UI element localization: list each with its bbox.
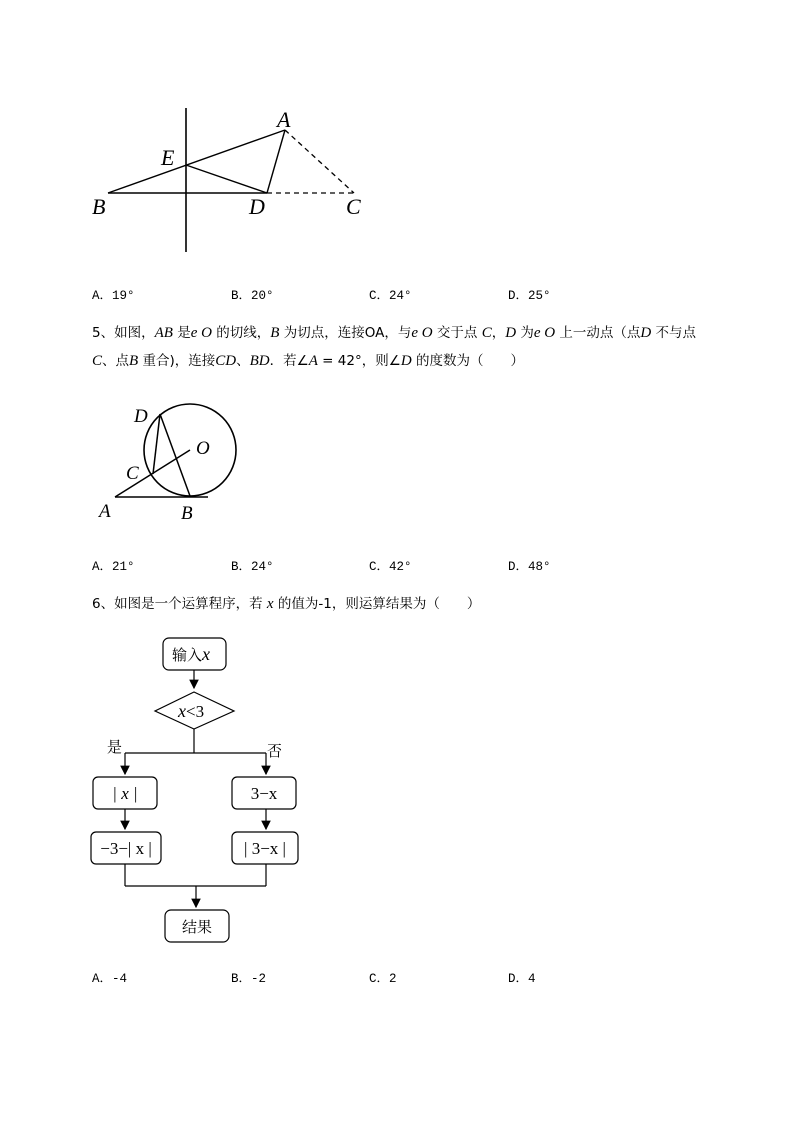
label-C: C <box>346 194 361 219</box>
label-E: E <box>161 145 175 170</box>
q5-circle-O: e O <box>533 325 556 341</box>
abs-3-minus-x-text: | 3−x | <box>244 839 286 858</box>
label-D: D <box>134 406 148 427</box>
q5-text-part: 是 <box>172 325 191 341</box>
segment-ED <box>186 165 267 193</box>
q6-text-part: 6、如图是一个运算程序，若 <box>92 596 267 612</box>
q5-var-B: B <box>270 325 280 341</box>
q5-text-part: = 42°，则∠ <box>317 353 401 369</box>
q5-circle-figure <box>90 395 250 525</box>
q5-text-part: 重合)，连接 <box>138 353 216 369</box>
q6-option-b[interactable]: B．-2 <box>231 972 267 986</box>
q6-question-text <box>92 590 742 618</box>
label-B: B <box>181 503 193 524</box>
input-text: 输入x <box>172 644 211 664</box>
q5-option-d[interactable]: D．48° <box>508 560 551 574</box>
q6-option-a[interactable]: A．-4 <box>92 972 128 986</box>
q5-question-text <box>92 319 742 375</box>
q5-circle-O: e O <box>411 325 433 341</box>
q5-text-part: 不与点 <box>651 325 697 341</box>
q4-geometry-figure <box>80 100 380 260</box>
q6-option-d[interactable]: D．4 <box>508 972 536 986</box>
q5-var-D: D <box>640 325 652 341</box>
label-O: O <box>196 438 210 459</box>
q4-option-c[interactable]: C．24° <box>369 289 412 303</box>
three-minus-x-text: 3−x <box>250 784 278 803</box>
q6-text-part: 的值为-1，则运算结果为（ ） <box>273 596 481 612</box>
q5-var-B: B <box>129 353 139 369</box>
q5-text-part: 、点 <box>102 353 130 369</box>
q4-option-d[interactable]: D．25° <box>508 289 551 303</box>
result-text: 结果 <box>181 918 213 936</box>
q5-text-part: 、 <box>236 353 250 369</box>
q5-text-part: 的度数为（ ） <box>411 353 524 369</box>
q5-option-c[interactable]: C．42° <box>369 560 412 574</box>
q5-text-part: 为 <box>516 325 534 341</box>
segment-AD <box>267 130 285 193</box>
label-A: A <box>277 107 291 132</box>
segment-DB <box>160 414 190 496</box>
q5-var-D: D <box>505 325 517 341</box>
q4-option-a[interactable]: A．19° <box>92 289 135 303</box>
q5-var-D: D <box>400 353 412 369</box>
q5-text-part: ．若∠ <box>269 353 309 369</box>
q5-var-C: C <box>92 353 103 369</box>
q6-var-x: x <box>266 596 274 612</box>
q5-text-part: ， <box>491 325 506 341</box>
q6-flowchart <box>85 630 315 950</box>
yes-label: 是 <box>107 738 123 756</box>
q5-text-part: 5、如图， <box>92 325 155 341</box>
q5-var-A: A <box>308 353 318 369</box>
q5-circle-O: e O <box>190 325 212 341</box>
abs-x-text: | x | <box>112 784 138 803</box>
no-label: 否 <box>267 742 283 760</box>
label-C: C <box>126 463 139 484</box>
q5-option-b[interactable]: B．24° <box>231 560 274 574</box>
q5-text-part: 交于点 <box>432 325 482 341</box>
q5-var-CD: CD <box>215 353 237 369</box>
segment-DC <box>153 414 160 474</box>
neg3-minus-abs-x-text: −3−| x | <box>100 839 152 858</box>
q5-text-part: 上一动点（点 <box>555 325 641 341</box>
label-A: A <box>99 501 111 522</box>
segment-AC-dashed <box>285 130 354 193</box>
q5-text-part: 的切线， <box>211 325 271 341</box>
label-D: D <box>249 194 265 219</box>
q5-text-part: 为切点，连接OA，与 <box>279 325 412 341</box>
label-B: B <box>92 194 106 219</box>
q5-var-C: C <box>481 325 492 341</box>
q5-var-BD: BD <box>249 353 270 369</box>
q4-option-b[interactable]: B．20° <box>231 289 274 303</box>
q5-option-a[interactable]: A．21° <box>92 560 135 574</box>
q6-option-c[interactable]: C．2 <box>369 972 397 986</box>
condition-text: x<3 <box>178 701 205 721</box>
q5-var-AB: AB <box>154 325 173 341</box>
segment-BA <box>108 130 285 193</box>
